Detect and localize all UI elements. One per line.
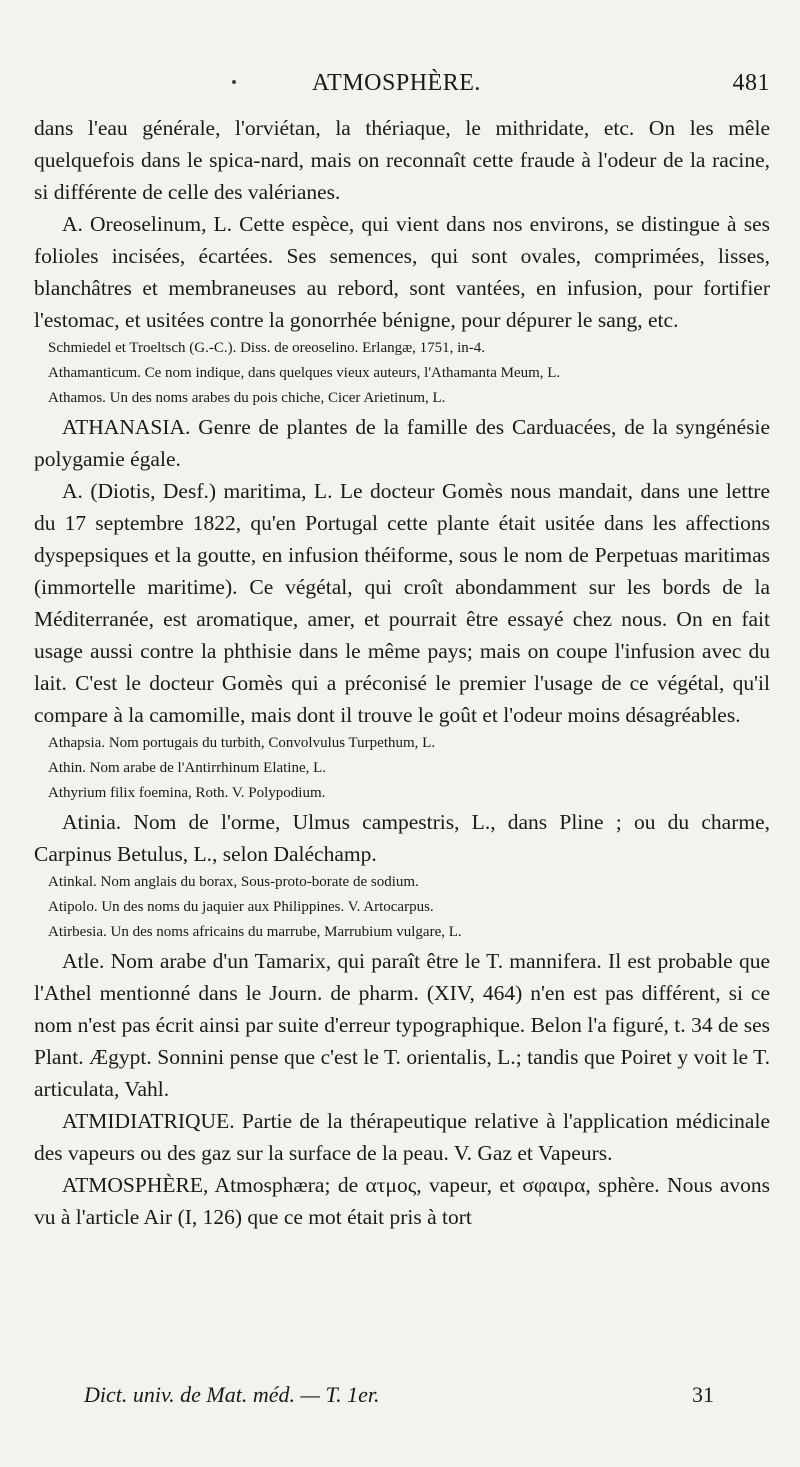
- note-paragraph: Atirbesia. Un des noms africains du marrube, Marrubium vulgare, L.: [48, 924, 462, 940]
- header-dot: [232, 80, 236, 84]
- page-header: [34, 70, 770, 106]
- page-number: 481: [732, 70, 770, 96]
- note-paragraph: Athamos. Un des noms arabes du pois chiche, Cicer Arietinum, L.: [48, 390, 446, 406]
- page-body: [34, 112, 770, 1233]
- note-paragraph: Athapsia. Nom portugais du turbith, Convolvulus Turpethum, L.: [48, 735, 436, 751]
- note-paragraph: Atipolo. Un des noms du jaquier aux Philippines. V. Artocarpus.: [48, 899, 434, 915]
- paragraph: A. Oreoselinum, L. Cette espèce, qui vient dans nos environs, se distingue à ses folioles incisées, écartées. Ses semences, qui sont ovales, comprimées, lisses, blanchâtres et membraneuses au rebord, sont vantées, en infusion, pour fortifier l'estomac, et usitées contre la gonorrhée bénigne, pour dépurer le sang, etc.: [34, 212, 770, 332]
- footer-title: Dict. univ. de Mat. méd. — T. 1er.: [84, 1382, 380, 1407]
- paragraph: A. (Diotis, Desf.) maritima, L. Le docteur Gomès nous mandait, dans une lettre du 17 septembre 1822, qu'en Portugal cette plante était usitée dans les affections dyspepsiques et la goutte, en infusion théiforme, sous le nom de Perpetuas maritimas (immortelle maritime). Ce végétal, qui croît abondamment sur les bords de la Méditerranée, est aromatique, amer, et pourrait être essayé chez nous. On en fait usage aussi contre la phthisie dans le même pays; mais on coupe l'infusion avec du lait. C'est le docteur Gomès qui a préconisé le premier l'usage de ce végétal, qu'il compare à la camomille, mais dont il trouve le goût et l'odeur moins désagréables.: [34, 479, 770, 727]
- signature-mark: 31: [692, 1382, 714, 1407]
- paragraph: Atle. Nom arabe d'un Tamarix, qui paraît être le T. mannifera. Il est probable que l'Athel mentionné dans le Journ. de pharm. (XIV, 464) n'en est pas différent, si ce nom n'est pas écrit ainsi par suite d'erreur typographique. Belon l'a figuré, t. 34 de ses Plant. Ægypt. Sonnini pense que c'est le T. orientalis, L.; tandis que Poiret y voit le T. articulata, Vahl.: [34, 949, 770, 1101]
- paragraph: Atinia. Nom de l'orme, Ulmus campestris, L., dans Pline ; ou du charme, Carpinus Betulus, L., selon Daléchamp.: [34, 810, 770, 866]
- paragraph: ATMIDIATRIQUE. Partie de la thérapeutique relative à l'application médicinale des vapeurs ou des gaz sur la surface de la peau. V. Gaz et Vapeurs.: [34, 1109, 770, 1165]
- note-paragraph: Athyrium filix foemina, Roth. V. Polypodium.: [48, 785, 326, 801]
- paragraph: ATMOSPHÈRE, Atmosphæra; de ατμος, vapeur, et σφαιρα, sphère. Nous avons vu à l'article Air (I, 126) que ce mot était pris à tort: [34, 1173, 770, 1229]
- running-title: ATMOSPHÈRE.: [312, 70, 481, 96]
- paragraph: dans l'eau générale, l'orviétan, la thériaque, le mithridate, etc. On les mêle quelquefois dans le spica-nard, mais on reconnaît cette fraude à l'odeur de la racine, si différente de celle des valérianes.: [34, 116, 770, 204]
- note-paragraph: Athamanticum. Ce nom indique, dans quelques vieux auteurs, l'Athamanta Meum, L.: [48, 365, 561, 381]
- paragraph: ATHANASIA. Genre de plantes de la famille des Carduacées, de la syngénésie polygamie égale.: [34, 415, 770, 471]
- note-paragraph: Atinkal. Nom anglais du borax, Sous-proto-borate de sodium.: [48, 874, 419, 890]
- note-paragraph: Athin. Nom arabe de l'Antirrhinum Elatine, L.: [48, 760, 327, 776]
- note-paragraph: Schmiedel et Troeltsch (G.-C.). Diss. de oreoselino. Erlangæ, 1751, in-4.: [48, 340, 486, 356]
